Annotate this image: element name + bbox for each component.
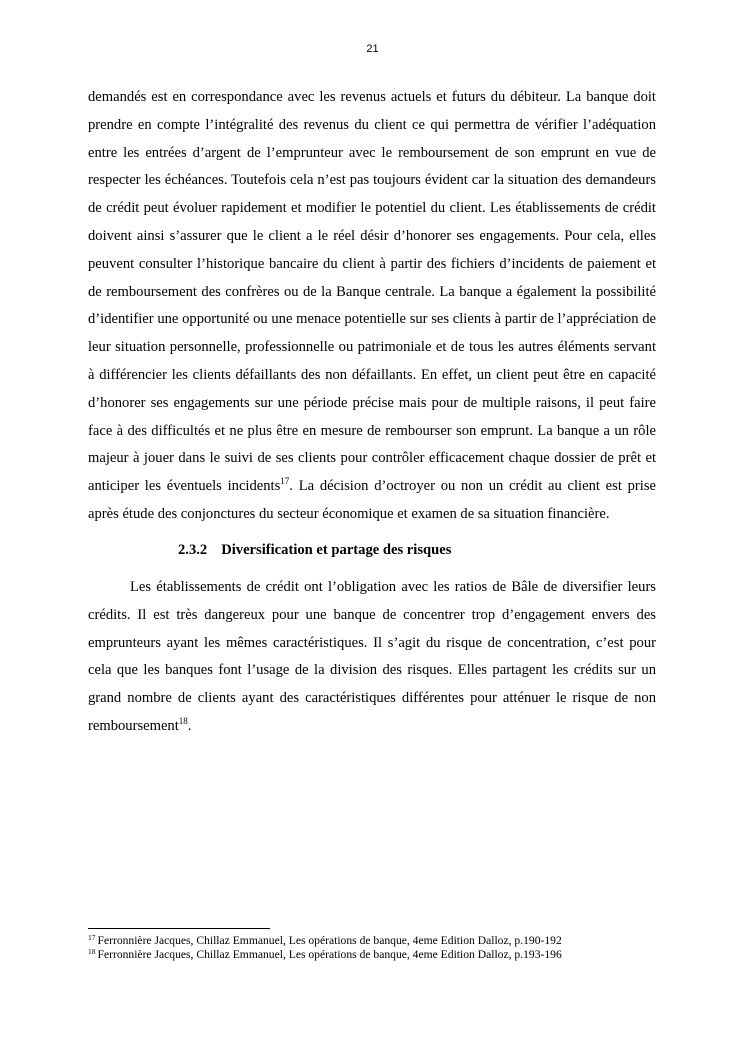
footnotes: [88, 934, 688, 962]
paragraph-text: .: [187, 717, 192, 734]
footnote-text: Ferronnière Jacques, Chillaz Emmanuel, Les opérations de banque, 4eme Edition Dalloz, p.190-192: [97, 934, 562, 947]
footnote-ref[interactable]: 18: [178, 715, 188, 726]
section-title: Diversification et partage des risques: [221, 542, 452, 558]
paragraph-text: demandés est en correspondance avec les revenus actuels et futurs du débiteur. La banque doit prendre en compte l’intégralité des revenus du client ce qui permettra de vérifier l’adéquation entre les entrées d’argent de l’emprunteur avec le remboursement de son emprunt en vue de respecter les échéances. Toutefois cela n’est pas toujours évident car la situation des demandeurs de crédit peut évoluer rapidement et modifier le potentiel du client. Les établissements de crédit doivent ainsi s’assurer que le client a le réel désir d’honorer ses engagements. Pour cela, elles peuvent consulter l’historique bancaire du client à partir des fichiers d’incidents de paiement et de remboursement des confrères ou de la Banque centrale. La banque a également la possibilité d’identifier une opportunité ou une menace potentielle sur ses clients à partir de l’appréciation de leur situation personnelle, professionnelle ou patrimoniale et de tous les autres éléments servant à différencier les clients défaillants des non défaillants. En effet, un client peut être en capacité d’honorer ses engagements sur une période précise mais pour de multiple raisons, il peut faire face à des difficultés et ne plus être en mesure de rembourser son emprunt. La banque a un rôle majeur à jouer dans le suivi de ses clients pour contrôler efficacement chaque dossier de prêt et anticiper les éventuels incidents: [88, 89, 656, 495]
paragraph-text: . La décision d’octroyer ou non un crédit au client est prise après étude des conjonctures du secteur économique et examen de sa situation financière.: [88, 478, 656, 522]
page-number: 21: [366, 43, 379, 55]
footnote: [88, 934, 688, 948]
footnote-text: Ferronnière Jacques, Chillaz Emmanuel, Les opérations de banque, 4eme Edition Dalloz, p.193-196: [97, 948, 562, 961]
paragraph-text: Les établissements de crédit ont l’obligation avec les ratios de Bâle de diversifier leurs crédits. Il est très dangereux pour une banque de concentrer trop d’engagement envers des emprunteurs ayant les mêmes caractéristiques. Il s’agit du risque de concentration, c’est pour cela que les banques font l’usage de la division des risques. Elles partagent les crédits sur un grand nombre de clients ayant des caractéristiques différentes pour atténuer le risque de non remboursement: [88, 579, 656, 734]
footnote-ref[interactable]: 17: [280, 476, 290, 487]
section-heading: [178, 542, 451, 559]
body-paragraph: [88, 574, 656, 741]
footnote-number: 17: [88, 933, 96, 942]
footnote-number: 18: [88, 947, 96, 956]
section-number: 2.3.2: [178, 542, 208, 558]
footnote-separator: [88, 928, 270, 929]
body-paragraph: [88, 84, 656, 529]
footnote: [88, 948, 688, 962]
